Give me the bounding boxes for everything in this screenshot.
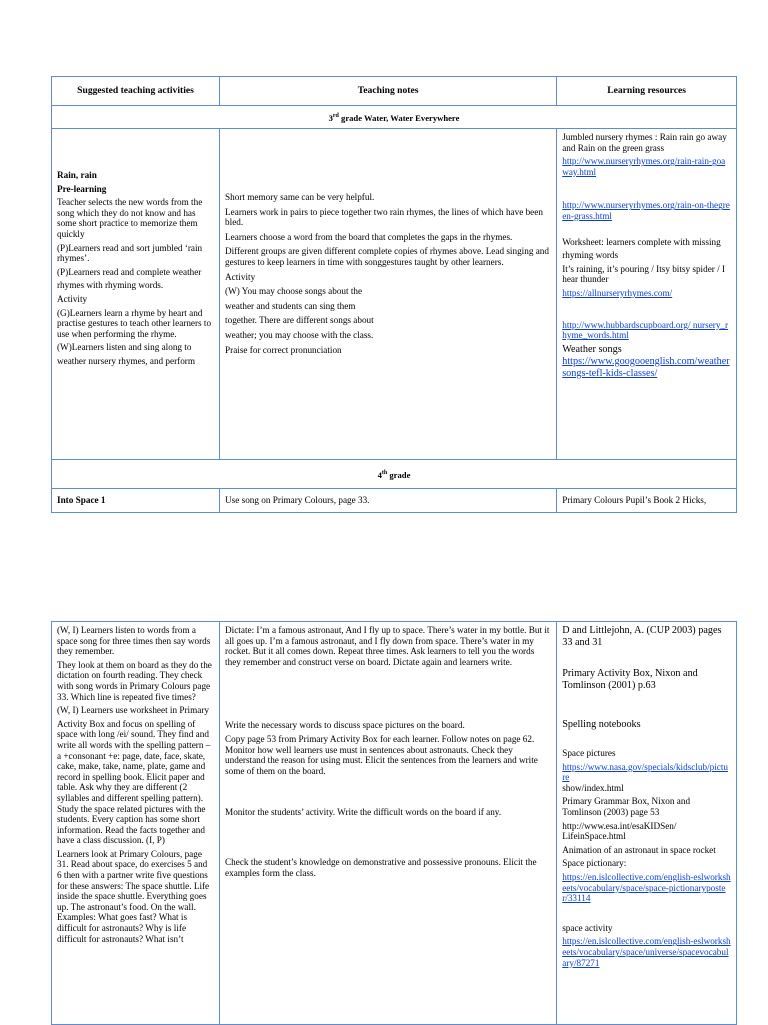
activity-paragraph: (G)Learners learn a rhyme by heart and practise gestures to teach other learners to use when performing the rhyme.	[57, 307, 212, 339]
note-paragraph: Praise for correct pronunciation	[225, 344, 342, 355]
resource-text: Animation of an astronaut in space rocket	[562, 844, 716, 855]
grade3-number: 3	[328, 112, 333, 123]
space-note: Use song on Primary Colours, page 33.	[220, 489, 557, 513]
activity-paragraph: (P)Learners read and complete weather	[57, 266, 202, 277]
into-space-row	[52, 489, 737, 513]
resource-text: Primary Activity Box, Nixon and Tomlinson (2001) p.63	[562, 668, 698, 691]
grade3-title: grade Water, Water Everywhere	[338, 112, 460, 123]
lesson-plan-table-bottom	[51, 621, 737, 1025]
note-paragraph: Learners choose a word from the board that completes the gaps in the rhymes.	[225, 231, 513, 242]
activity-paragraph: (W)Learners listen and sing along to	[57, 342, 192, 353]
activity-paragraph: (P)Learners read and sort jumbled ‘rain rhymes’.	[57, 242, 203, 264]
note-paragraph: together. There are different songs about	[225, 315, 374, 326]
resources-cell	[557, 129, 737, 460]
activity-paragraph: weather nursery rhymes, and perform	[57, 355, 196, 366]
activity-paragraph: rhymes with rhyming words.	[57, 280, 164, 291]
note-paragraph: Dictate: I’m a famous astronaut, And I fly up to space. There’s water in my bottle. But it all goes up. I’m a famous astronaut, and I fly down from space. There’s water in my rocket. But it all comes down. Repeat three times. Ask learners to tell you the words they remember and construct verse on board. Dictate again and learners write.	[225, 625, 550, 667]
activities-cell	[52, 129, 220, 460]
notes-cell	[220, 622, 557, 1025]
resource-text: show/index.html	[562, 782, 624, 793]
resource-text: rhyming words	[562, 250, 619, 261]
activity-paragraph: (W, I) Learners listen to words from a space song for three times then say words they remember.	[57, 625, 211, 657]
grade3-row	[52, 106, 737, 129]
resource-text: space activity	[562, 922, 613, 933]
header-activities: Suggested teaching activities	[52, 77, 220, 106]
activities-cell	[52, 622, 220, 1025]
resource-text: Spelling notebooks	[562, 719, 641, 730]
header-resources: Learning resources	[557, 77, 737, 106]
resource-link[interactable]: http://www.nurseryrhymes.org/rain-on-thegreen-grass.html	[562, 200, 730, 221]
grade4-number: 4	[377, 469, 382, 480]
note-paragraph: Copy page 53 from Primary Activity Box for each learner. Follow notes on page 62. Monitor how well learners use must in sentences about astronauts. Check they understand the reason for using must. Elicit the sentences from the learners and write some of them on the board.	[225, 733, 538, 776]
rain-rain-row	[52, 129, 737, 460]
activity-title: Rain, rain	[57, 170, 97, 180]
note-paragraph: Short memory same can be very helpful.	[225, 192, 375, 202]
resource-link[interactable]: http://www.nurseryrhymes.org/rain-rain-goaway.html	[562, 156, 726, 177]
space-resource: Primary Colours Pupil’s Book 2 Hicks,	[557, 489, 737, 513]
note-paragraph: Monitor the students’ activity. Write the difficult words on the board if any.	[225, 807, 502, 818]
resource-text: It’s raining, it’s pouring / Itsy bitsy spider / I hear thunder	[562, 263, 726, 285]
space-details-row	[52, 622, 737, 1025]
note-paragraph: Check the student’s knowledge on demonstrative and possessive pronouns. Elicit the examples form the class.	[225, 856, 537, 878]
note-paragraph: Learners work in pairs to piece together two rain rhymes, the lines of which have been bled.	[225, 206, 543, 228]
note-paragraph: Activity	[225, 271, 256, 282]
activity-paragraph: Teacher selects the new words from the song which they do not know and has some short practice to memorize them quickly	[57, 197, 203, 239]
resource-text: Space pictures	[562, 748, 616, 758]
resource-link[interactable]: https://en.islcollective.com/english-eslworksheets/vocabulary/space/universe/spacevocabulary/87271	[562, 936, 731, 968]
grade4-suffix: th	[381, 469, 388, 476]
notes-cell	[220, 129, 557, 460]
table-header-row	[52, 77, 737, 106]
note-paragraph: Write the necessary words to discuss space pictures on the board.	[225, 720, 465, 731]
activity-paragraph: Activity	[57, 293, 88, 304]
resource-link[interactable]: https://www.nasa.gov/specials/kidsclub/picture	[562, 761, 728, 783]
activity-subtitle: Pre-learning	[57, 183, 107, 194]
lesson-plan-table-top	[51, 76, 737, 513]
note-paragraph: weather; you may choose with the class.	[225, 329, 374, 340]
resource-text: Weather songs	[562, 343, 622, 355]
resource-link[interactable]: https://allnurseryrhymes.com/	[562, 287, 673, 298]
grade3-suffix: rd	[332, 112, 339, 119]
activity-paragraph: Learners look at Primary Colours, page 31. Read about space, do exercises 5 and 6 then with a partner write five questions for these answers: The space shuttle. Life inside the space shuttle. Everything goes up. The astronaut’s food. On the wall. Examples: What goes fast? What is difficult for astronauts? Why is life difficult for astronauts? What isn’t	[57, 848, 210, 944]
grade4-heading	[52, 460, 737, 489]
resource-link[interactable]: https://www.googooenglish.com/weathersongs-tefl-kids-classes/	[562, 355, 730, 379]
resource-link[interactable]: http://www.hubbardscupboard.org/ nursery_rhyme_words.html	[562, 319, 729, 341]
space-activity: Into Space 1	[52, 489, 220, 513]
activity-paragraph: (W, I) Learners use worksheet in Primary	[57, 705, 209, 716]
note-paragraph: (W) You may choose songs about the	[225, 286, 363, 297]
note-paragraph: Different groups are given different complete copies of rhymes above. Lead singing and gestures to keep learners in time with songgestures taught by other learners.	[225, 246, 549, 267]
resources-cell	[557, 622, 737, 1025]
grade3-heading	[52, 106, 737, 129]
resource-text: Jumbled nursery rhymes : Rain rain go away and Rain on the green grass	[562, 132, 727, 153]
grade4-title: grade	[387, 469, 411, 480]
resource-text: Primary Grammar Box, Nixon and Tomlinson (2003) page 53	[562, 796, 691, 817]
resource-link[interactable]: https://en.islcollective.com/english-eslworksheets/vocabulary/space/space-pictionaryposter/33114	[562, 871, 731, 904]
activity-paragraph: They look at them on board as they do the dictation on fourth reading. They check with song words in Primary Colours page 33. Which line is repeated five times?	[57, 659, 212, 702]
activity-paragraph: Activity Box and focus on spelling of space with long /ei/ sound. They find and write all words with the spelling pattern –a +consonant +e: page, date, face, skate, cake, make, take, name, plate, game and record in spelling book. Elicit paper and table. Ask why they are different (2 syllables and different spelling pattern). Study the space related pictures with the students. Every caption has some short information. Read the facts together and have a class discussion. (I, P)	[57, 718, 211, 846]
note-paragraph: weather and students can sing them	[225, 300, 356, 311]
resource-text: http://www.esa.int/esaKIDSen/ LifeinSpace.html	[562, 820, 677, 842]
resource-text: Worksheet: learners complete with missing	[562, 236, 721, 247]
resource-text: D and Littlejohn, A. (CUP 2003) pages 33 and 31	[562, 625, 722, 648]
header-notes: Teaching notes	[220, 77, 557, 106]
grade4-row	[52, 460, 737, 489]
resource-text: Space pictionary:	[562, 858, 627, 869]
